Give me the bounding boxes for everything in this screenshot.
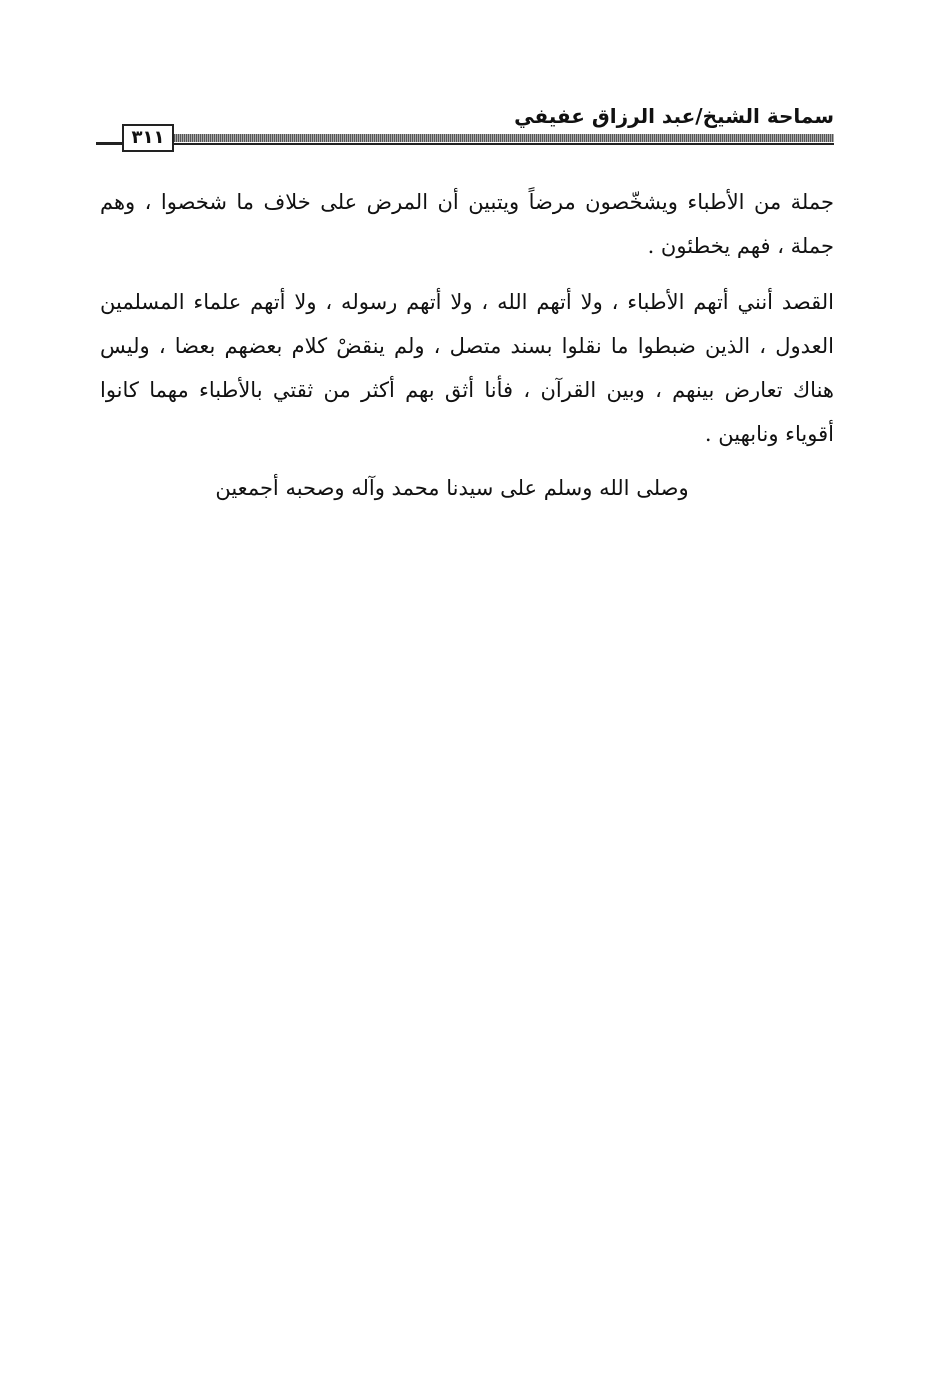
paragraph-1: جملة من الأطباء ويشخّصون مرضاً ويتبين أن المرض على خلاف ما شخصوا ، وهم جملة ، فهم يخطئون .	[100, 190, 834, 258]
header-rule-tick	[96, 142, 122, 145]
page-number: ٣١١	[122, 124, 174, 152]
page-header	[96, 98, 834, 158]
paragraph-2: القصد أنني أتهم الأطباء ، ولا أتهم الله ، ولا أتهم رسوله ، ولا أتهم علماء المسلمين العدول ، الذين ضبطوا ما نقلوا بسند متصل ، ولم ينقضْ كلام بعضهم بعضا ، وليس هناك تعارض بينهم ، وبين القرآن ، فأنا أثق بهم أكثر من ثقتي بالأطباء مهما كانوا أقوياء ونابهين .	[100, 290, 834, 446]
body-text	[100, 180, 834, 510]
header-rule	[174, 134, 834, 142]
closing-line: وصلى الله وسلم على سيدنا محمد وآله وصحبه أجمعين	[215, 476, 689, 500]
running-title: سماحة الشيخ/عبد الرزاق عفيفي	[514, 104, 834, 128]
